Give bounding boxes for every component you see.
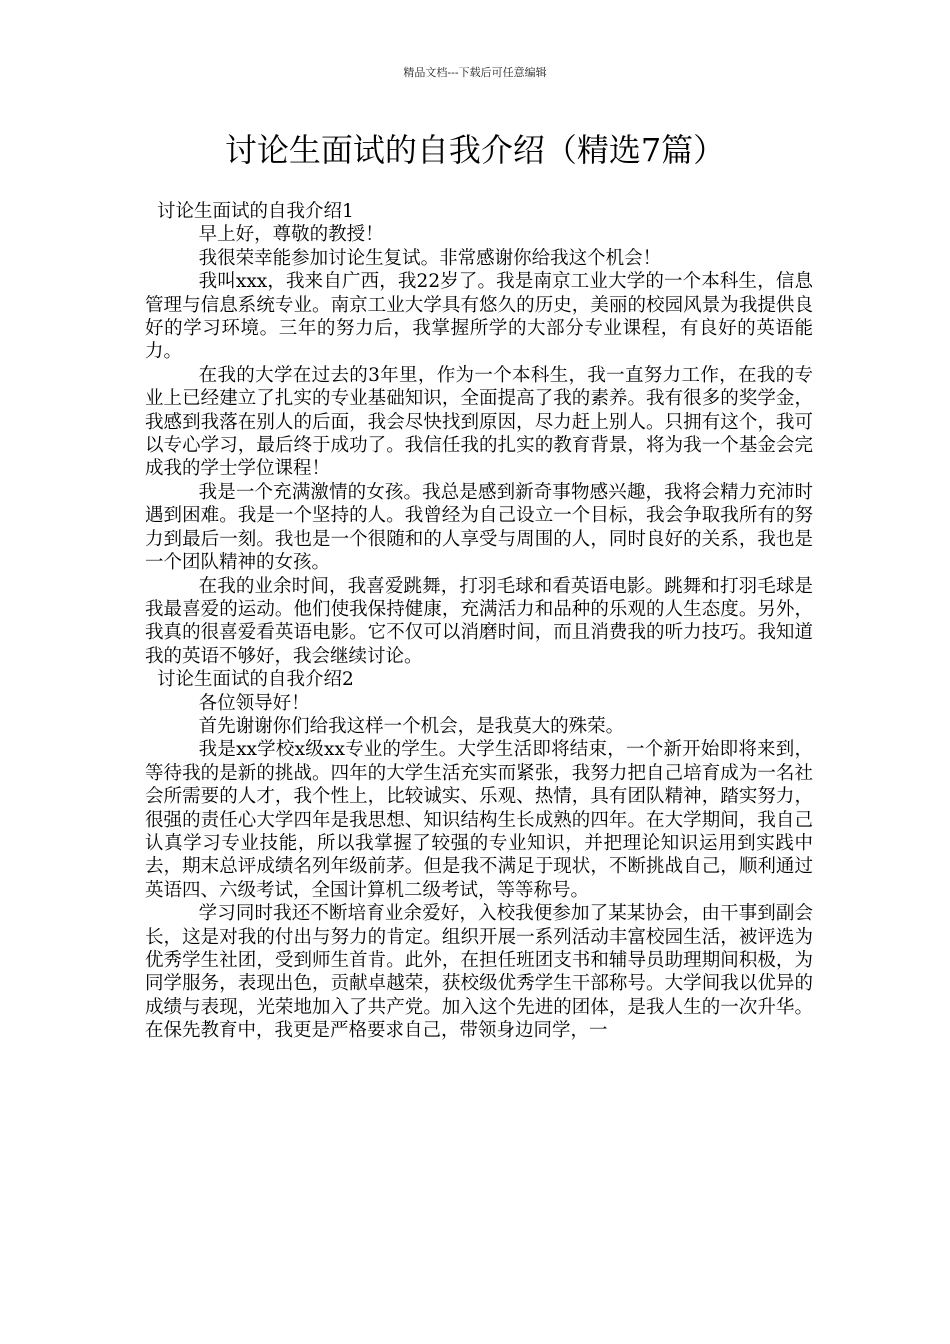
document-body <box>145 200 813 1043</box>
section-heading: 讨论生面试的自我介绍1 <box>157 201 354 222</box>
paragraph: 早上好，尊敬的教授！ <box>198 224 384 246</box>
paragraph: 在我的大学在过去的3年里，作为一个本科生，我一直努力工作，在我的专业上已经建立了扎实的专业基础知识，全面提高了我的素养。我有很多的奖学金，我感到我落在别人的后面，我会尽快找到原因，尽力赶上别人。只拥有这个，我可以专心学习，最后终于成功了。我信任我的扎实的教育背景，将为我一个基金会完成我的学士学位课程！ <box>145 364 813 480</box>
page-header: 精品文档---下载后可任意编辑 <box>403 66 547 79</box>
paragraph: 我叫xxx，我来自广西，我22岁了。我是南京工业大学的一个本科生，信息管理与信息系统专业。南京工业大学具有悠久的历史，美丽的校园风景为我提供良好的学习环境。三年的努力后，我掌握所学的大部分专业课程，有良好的英语能力。 <box>145 271 813 363</box>
paragraph: 学习同时我还不断培育业余爱好，入校我便参加了某某协会，由干事到副会长，这是对我的付出与努力的肯定。组织开展一系列活动丰富校园生活，被评选为优秀学生社团，受到师生首肯。此外，在担任班团支书和辅导员助理期间积极，为同学服务，表现出色，贡献卓越荣，获校级优秀学生干部称号。大学间我以优异的成绩与表现，光荣地加入了共产党。加入这个先进的团体，是我人生的一次升华。在保先教育中，我更是严格要求自己，带领身边同学，一 <box>145 903 813 1042</box>
paragraph: 我是xx学校x级xx专业的学生。大学生活即将结束，一个新开始即将来到，等待我的是新的挑战。四年的大学生活充实而紧张，我努力把自己培育成为一名社会所需要的人才，我个性上，比较诚实、乐观、热情，具有团队精神，踏实努力，很强的责任心大学四年是我思想、知识结构生长成熟的四年。在大学期间，我自己认真学习专业技能，所以我掌握了较强的专业知识，并把理论知识运用到实践中去，期末总评成绩名列年级前茅。但是我不满足于现状，不断挑战自己，顺利通过英语四、六级考试，全国计算机二级考试，等等称号。 <box>145 739 813 901</box>
document-title: 讨论生面试的自我介绍（精选7篇） <box>224 131 726 169</box>
paragraph: 各位领导好！ <box>198 692 310 714</box>
paragraph: 我很荣幸能参加讨论生复试。非常感谢你给我这个机会！ <box>198 247 662 269</box>
section-heading: 讨论生面试的自我介绍2 <box>157 669 354 691</box>
paragraph: 首先谢谢你们给我这样一个机会，是我莫大的殊荣。 <box>198 715 625 737</box>
paragraph: 在我的业余时间，我喜爱跳舞，打羽毛球和看英语电影。跳舞和打羽毛球是我最喜爱的运动。他们使我保持健康，充满活力和品种的乐观的人生态度。另外，我真的很喜爱看英语电影。它不仅可以消磨时间，而且消费我的听力技巧。我知道我的英语不够好，我会继续讨论。 <box>145 575 813 667</box>
paragraph: 我是一个充满激情的女孩。我总是感到新奇事物感兴趣，我将会精力充沛时遇到困难。我是一个坚持的人。我曾经为自己设立一个目标，我会争取我所有的努力到最后一刻。我也是一个很随和的人享受与周围的人，同时良好的关系，我也是一个团队精神的女孩。 <box>145 481 813 574</box>
